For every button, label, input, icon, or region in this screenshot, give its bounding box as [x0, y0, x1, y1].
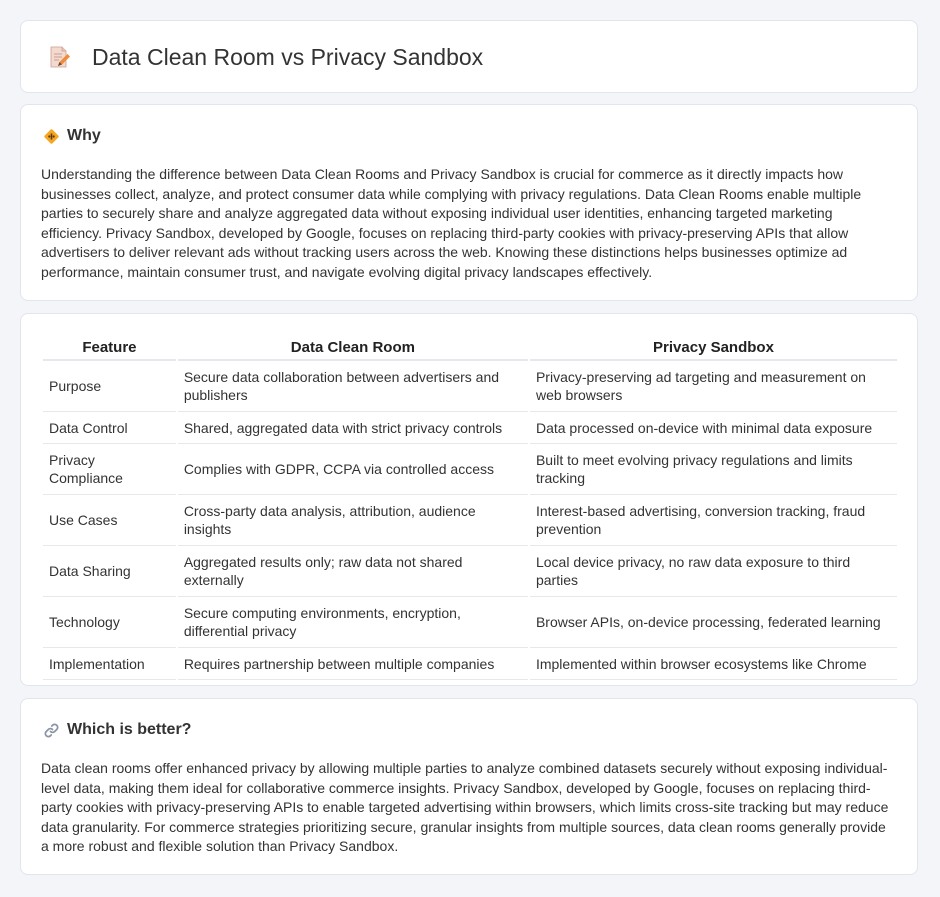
- data-clean-room-cell: Requires partnership between multiple companies: [178, 648, 528, 680]
- header-data-clean-room: Data Clean Room: [178, 334, 528, 361]
- privacy-sandbox-cell: Privacy-preserving ad targeting and measurement on web browsers: [530, 361, 897, 412]
- why-section: [20, 104, 918, 301]
- table-row: [43, 361, 897, 412]
- table-header-row: [43, 334, 897, 361]
- why-heading: Why: [67, 127, 101, 144]
- link-icon: [43, 722, 60, 739]
- privacy-sandbox-cell: Interest-based advertising, conversion tracking, fraud prevention: [530, 495, 897, 546]
- table-row: [43, 648, 897, 680]
- diamond-warning-icon: [43, 128, 60, 145]
- header-privacy-sandbox: Privacy Sandbox: [530, 334, 897, 361]
- document-pencil-icon: [47, 45, 71, 69]
- which-is-better-section: [20, 698, 918, 875]
- data-clean-room-cell: Aggregated results only; raw data not shared externally: [178, 546, 528, 597]
- better-heading-row: [43, 721, 191, 739]
- comparison-table-card: [20, 313, 918, 686]
- privacy-sandbox-cell: Data processed on-device with minimal data exposure: [530, 412, 897, 444]
- table-row: [43, 412, 897, 444]
- better-heading: Which is better?: [67, 721, 192, 738]
- header-feature: Feature: [43, 334, 176, 361]
- feature-cell: Use Cases: [43, 495, 176, 546]
- why-body: Understanding the difference between Data Clean Rooms and Privacy Sandbox is crucial for commerce as it directly impacts how businesses collect, analyze, and protect consumer data while complying with privacy regulations. Data Clean Rooms enable multiple parties to securely share and analyze aggregated data without exposing individual user identities, enhancing targeted marketing efficiency. Privacy Sandbox, developed by Google, focuses on replacing third-party cookies with privacy-preserving APIs that allow advertisers to deliver relevant ads without tracking users across the web. Knowing these distinctions helps businesses optimize ad performance, maintain consumer trust, and navigate evolving digital privacy landscapes effectively.: [41, 166, 862, 280]
- data-clean-room-cell: Shared, aggregated data with strict privacy controls: [178, 412, 528, 444]
- comparison-table: [41, 334, 899, 680]
- table-row: [43, 495, 897, 546]
- privacy-sandbox-cell: Local device privacy, no raw data exposure to third parties: [530, 546, 897, 597]
- feature-cell: Privacy Compliance: [43, 444, 176, 495]
- feature-cell: Data Sharing: [43, 546, 176, 597]
- data-clean-room-cell: Cross-party data analysis, attribution, audience insights: [178, 495, 528, 546]
- privacy-sandbox-cell: Browser APIs, on-device processing, federated learning: [530, 597, 897, 648]
- feature-cell: Implementation: [43, 648, 176, 680]
- feature-cell: Technology: [43, 597, 176, 648]
- data-clean-room-cell: Complies with GDPR, CCPA via controlled access: [178, 444, 528, 495]
- feature-cell: Data Control: [43, 412, 176, 444]
- feature-cell: Purpose: [43, 361, 176, 412]
- table-row: [43, 444, 897, 495]
- better-body: Data clean rooms offer enhanced privacy by allowing multiple parties to analyze combined datasets securely without exposing individual-level data, making them ideal for collaborative commerce insights. Privacy Sandbox, developed by Google, focuses on replacing third-party cookies with privacy-preserving APIs to enable targeted advertising within browsers, which limits cross-site tracking but may reduce data granularity. For commerce strategies prioritizing secure, granular insights from multiple sources, data clean rooms generally provide a more robust and flexible solution than Privacy Sandbox.: [41, 760, 889, 854]
- table-row: [43, 597, 897, 648]
- privacy-sandbox-cell: Implemented within browser ecosystems like Chrome: [530, 648, 897, 680]
- table-row: [43, 546, 897, 597]
- privacy-sandbox-cell: Built to meet evolving privacy regulations and limits tracking: [530, 444, 897, 495]
- data-clean-room-cell: Secure computing environments, encryption, differential privacy: [178, 597, 528, 648]
- page-title: Data Clean Room vs Privacy Sandbox: [92, 44, 484, 70]
- data-clean-room-cell: Secure data collaboration between advertisers and publishers: [178, 361, 528, 412]
- why-heading-row: [43, 127, 101, 145]
- title-card: [20, 20, 918, 93]
